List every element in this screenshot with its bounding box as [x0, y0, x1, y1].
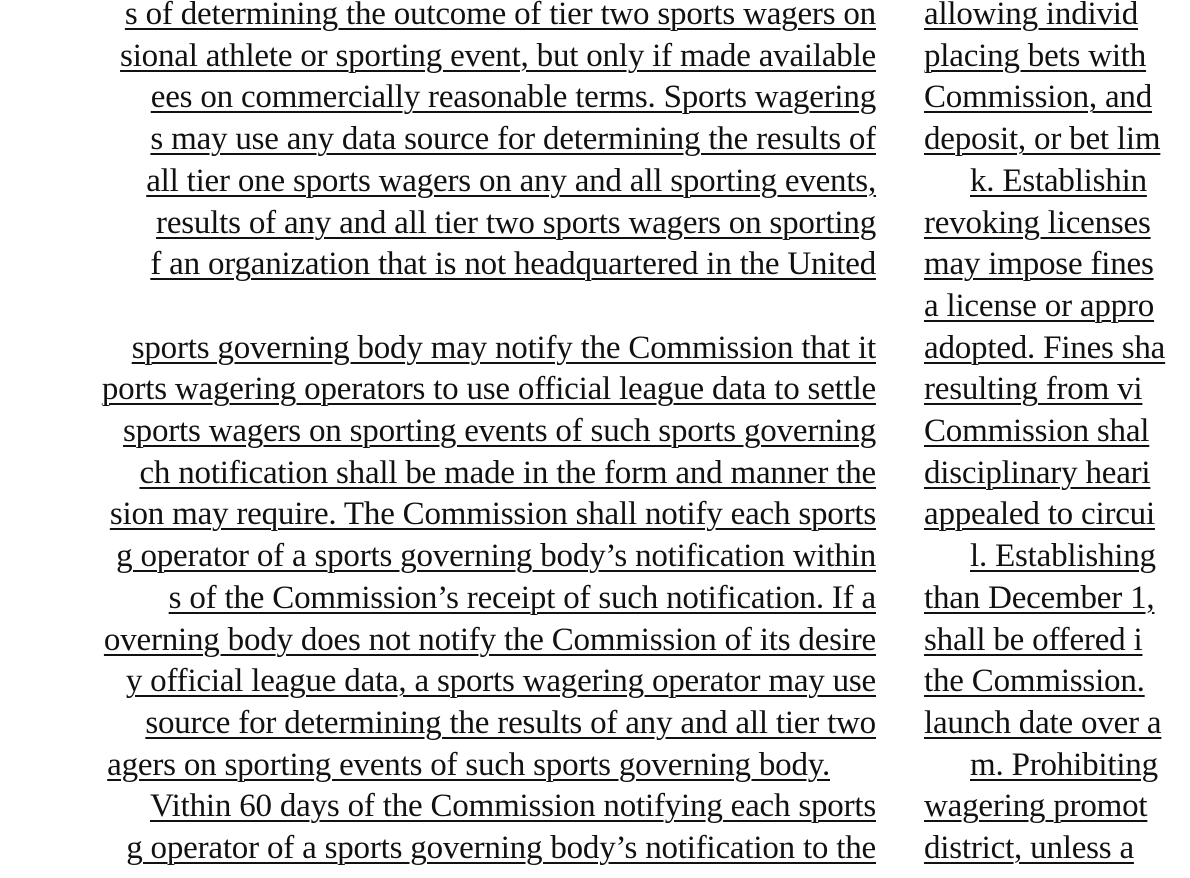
- text-line: k. Establishin: [970, 162, 1147, 199]
- text-line: g operator of a sports governing body’s notification within: [116, 538, 876, 575]
- text-line: shall be offered i: [924, 621, 1143, 658]
- text-line: may impose fines: [924, 246, 1154, 283]
- text-line: wagering promot: [924, 788, 1148, 825]
- text-line: placing bets with: [924, 37, 1147, 74]
- text-line: overning body does not notify the Commission of its desire: [103, 621, 876, 658]
- text-line: Commission, and: [924, 79, 1153, 116]
- text-line: g operator of a sports governing body’s notification to the: [126, 830, 876, 866]
- right-text-column: [924, 0, 1190, 878]
- text-line: Commission shal: [924, 413, 1150, 449]
- text-line: district, unless a: [924, 830, 1134, 866]
- text-line: resulting from vi: [924, 371, 1143, 408]
- text-line: deposit, or bet lim: [924, 121, 1161, 158]
- text-line: f an organization that is not headquartered in the United: [150, 246, 876, 283]
- text-line: sion may require. The Commission shall notify each sports: [109, 496, 876, 533]
- text-line: adopted. Fines sha: [924, 329, 1166, 366]
- text-line: Vithin 60 days of the Commission notifying each sports: [150, 788, 876, 825]
- text-line: agers on sporting events of such sports governing body.: [107, 746, 830, 783]
- text-line: appealed to circui: [924, 496, 1155, 533]
- text-line: sports governing body may notify the Commission that it: [131, 329, 876, 366]
- text-line: ch notification shall be made in the form and manner the: [139, 454, 876, 491]
- text-line: source for determining the results of any and all tier two: [145, 704, 876, 741]
- text-line: m. Prohibiting: [970, 746, 1158, 783]
- text-line: than December 1,: [924, 579, 1155, 616]
- text-line: l. Establishing: [970, 538, 1156, 575]
- text-line: s may use any data source for determining the results of: [150, 121, 876, 158]
- text-line: the Commission.: [924, 663, 1145, 700]
- text-line: y official league data, a sports wagering operator may use: [125, 663, 876, 700]
- text-line: s of the Commission’s receipt of such notification. If a: [168, 579, 876, 616]
- text-line: disciplinary heari: [924, 454, 1151, 491]
- text-line: allowing individ: [924, 0, 1139, 32]
- text-line: ees on commercially reasonable terms. Sports wagering: [150, 79, 876, 116]
- text-line: a license or appro: [924, 287, 1155, 324]
- text-line: sports wagers on sporting events of such sports governing: [123, 413, 876, 449]
- text-line: launch date over a: [924, 704, 1162, 741]
- text-line: sional athlete or sporting event, but only if made available: [120, 37, 876, 74]
- text-line: results of any and all tier two sports wagers on sporting: [156, 204, 876, 241]
- text-line: s of determining the outcome of tier two sports wagers on: [124, 0, 876, 32]
- text-line: revoking licenses: [924, 204, 1151, 241]
- text-line: ports wagering operators to use official league data to settle: [101, 371, 876, 408]
- text-line: all tier one sports wagers on any and all sporting events,: [146, 162, 876, 199]
